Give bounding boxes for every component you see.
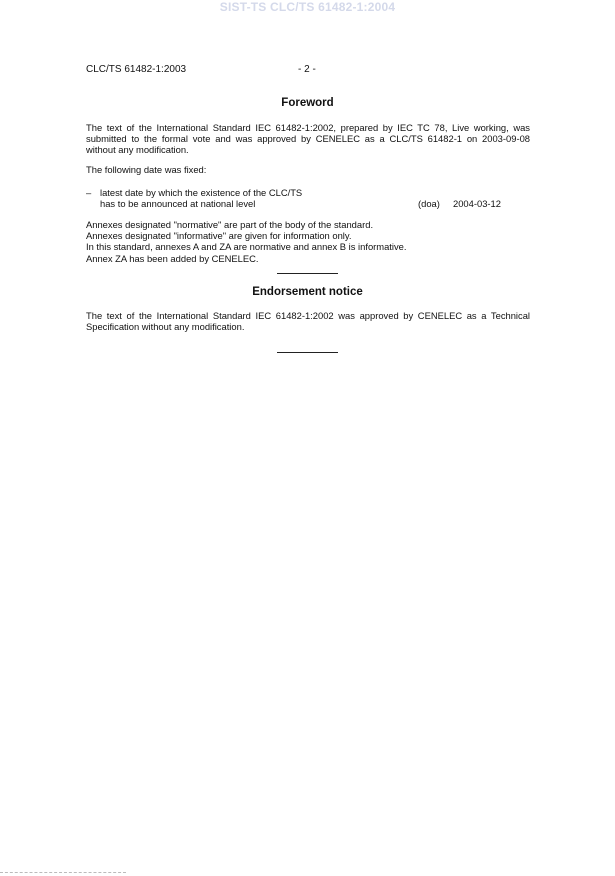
annex-paragraph xyxy=(86,219,530,264)
endorsement-title: Endorsement notice xyxy=(252,286,363,298)
endorsement-line-2: Specification without any modification. xyxy=(86,321,245,333)
date-intro: The following date was fixed: xyxy=(86,164,207,175)
footer-rule xyxy=(0,872,126,873)
list-dash: – xyxy=(86,187,92,198)
foreword-intro-paragraph xyxy=(86,122,530,156)
list-item-date: 2004-03-12 xyxy=(453,198,501,209)
foreword-intro-line-2: submitted to the formal vote and was approved by CENELEC as a CLC/TS 61482-1 on 2003-09-08 xyxy=(86,133,530,145)
annex-line-1: Annexes designated "normative" are part of the body of the standard. xyxy=(86,219,374,230)
endorsement-paragraph xyxy=(86,310,530,332)
annex-line-2: Annexes designated "informative" are given for information only. xyxy=(86,230,352,242)
endorsement-line-1: The text of the International Standard IEC 61482-1:2002 was approved by CENELEC as a Technical xyxy=(86,310,530,321)
list-item-code: (doa) xyxy=(418,198,440,209)
foreword-intro-line-3: without any modification. xyxy=(86,144,189,156)
foreword-title: Foreword xyxy=(281,97,334,109)
foreword-intro-line-1: The text of the International Standard IEC 61482-1:2002, prepared by IEC TC 78, Live working, was xyxy=(86,122,530,133)
document-id: CLC/TS 61482-1:2003 xyxy=(86,64,187,75)
section-divider xyxy=(277,273,338,274)
page-number: - 2 - xyxy=(298,64,316,75)
list-item-line-2: has to be announced at national level xyxy=(100,198,256,209)
annex-line-3: In this standard, annexes A and ZA are normative and annex B is informative. xyxy=(86,241,407,253)
watermark: SIST-TS CLC/TS 61482-1:2004 xyxy=(219,0,396,14)
list-item-line-1: latest date by which the existence of the CLC/TS xyxy=(100,187,303,198)
annex-line-4: Annex ZA has been added by CENELEC. xyxy=(86,252,259,264)
end-divider xyxy=(277,352,338,353)
